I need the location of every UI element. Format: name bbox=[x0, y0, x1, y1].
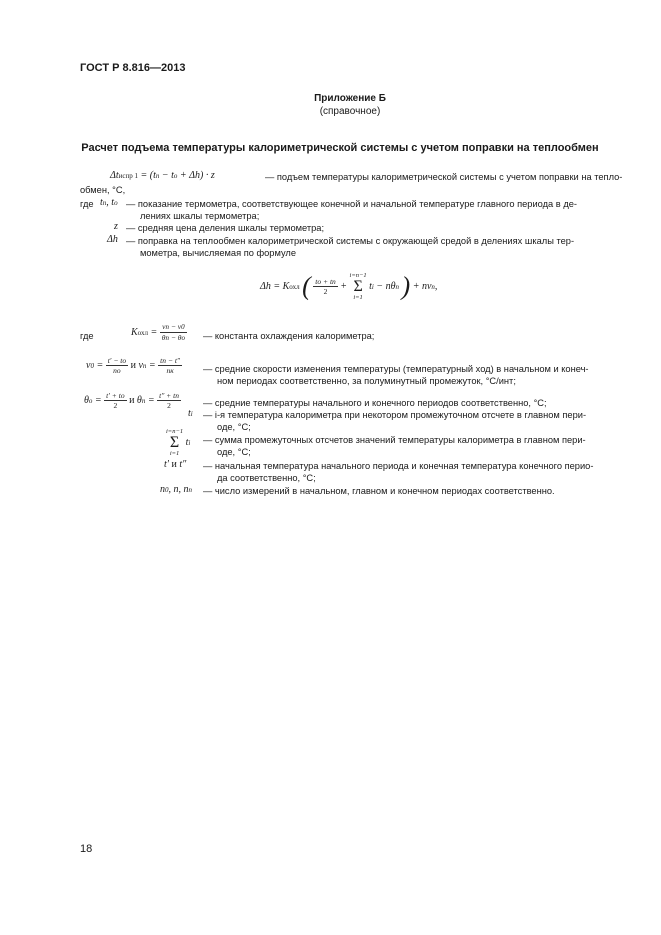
def-v-cont: ном периодах соответственно, за полуминутный промежуток, °С/инт; bbox=[217, 376, 516, 386]
document-header: ГОСТ Р 8.816—2013 bbox=[80, 62, 186, 74]
symbol-t-prime: t′ и t″ bbox=[164, 459, 187, 470]
symbol-ti: ti bbox=[188, 408, 193, 419]
formula1-desc-cont: обмен, °С, bbox=[80, 185, 126, 195]
formula-k-okhl: Kохл = $\frac{\nu п - \nu 0}{\theta п - \theta о}$ bbox=[131, 322, 185, 342]
def-theta: — средние температуры начального и конечного периодов соответственно, °С; bbox=[203, 398, 547, 408]
symbol-tn-to: tп, tо bbox=[100, 197, 118, 208]
symbol-sum-ti: i=n−1 Σ i=1 ti bbox=[166, 428, 191, 457]
symbol-dh: Δh bbox=[107, 234, 118, 245]
page-number: 18 bbox=[80, 843, 93, 855]
formula-v0-vn: ν0 = $\frac{t' - tо}{nо}$ и νп = $\frac{tп - t''}{nк}$ bbox=[86, 356, 181, 375]
where-label-2: где bbox=[80, 331, 94, 341]
def-tt-cont: да соответственно, °С; bbox=[217, 473, 316, 483]
symbol-n: n0, n, nп bbox=[160, 484, 192, 495]
def-v: — средние скорости изменения температуры (температурный ход) в начальном и конеч- bbox=[203, 364, 589, 374]
formula-theta: θо = $\frac{t' + tо}{2}$ и θп = $\frac{t'' + tп}{2}$ bbox=[84, 391, 179, 410]
sum-sign: i=n−1 Σ i=1 bbox=[349, 272, 367, 301]
def-sum: — сумма промежуточных отсчетов значений температуры калориметра в главном пери- bbox=[203, 435, 586, 445]
section-title: Расчет подъема температуры калориметрической системы с учетом поправки на теплообмен bbox=[81, 142, 599, 154]
def-ti-cont: оде, °С; bbox=[217, 422, 251, 432]
formula-delta-h: Δh = Kохл ( $\frac{tо + tп}{2}$ + i=n−1 Σ i=1 ti − nθп ) + nνп, bbox=[260, 271, 438, 301]
def-k-okhl: — константа охлаждения калориметра; bbox=[203, 331, 375, 341]
def-z: — средняя цена деления шкалы термометра; bbox=[126, 223, 325, 233]
def-dh-cont: мометра, вычисляемая по формуле bbox=[140, 248, 297, 258]
appendix-note: (справочное) bbox=[319, 106, 381, 117]
formula-delta-t: Δtиспр 1 = (tп − tо + Δh) · z bbox=[110, 170, 215, 181]
def-tn-to: — показание термометра, соответствующее конечной и начальной температуре главного периода в де- bbox=[126, 199, 578, 209]
where-label-1: где bbox=[80, 199, 94, 209]
fraction-to-tn: $\frac{tо + tп}{2}$ bbox=[315, 277, 336, 296]
formula1-desc: — подъем температуры калориметрической системы с учетом поправки на тепло- bbox=[265, 172, 623, 182]
def-dh: — поправка на теплообмен калориметрической системы с окружающей средой в делениях шкалы тер- bbox=[126, 236, 575, 246]
def-sum-cont: оде, °С; bbox=[217, 447, 251, 457]
symbol-z: z bbox=[114, 221, 118, 232]
def-ti: — i-я температура калориметра при некотором промежуточном отсчете в главном пери- bbox=[203, 410, 587, 420]
appendix-label: Приложение Б bbox=[314, 93, 386, 104]
def-tt: — начальная температура начального периода и конечная температура конечного перио- bbox=[203, 461, 594, 471]
def-n: — число измерений в начальном, главном и конечном периодах соответственно. bbox=[203, 486, 555, 496]
def-tn-to-cont: лениях шкалы термометра; bbox=[140, 211, 260, 221]
